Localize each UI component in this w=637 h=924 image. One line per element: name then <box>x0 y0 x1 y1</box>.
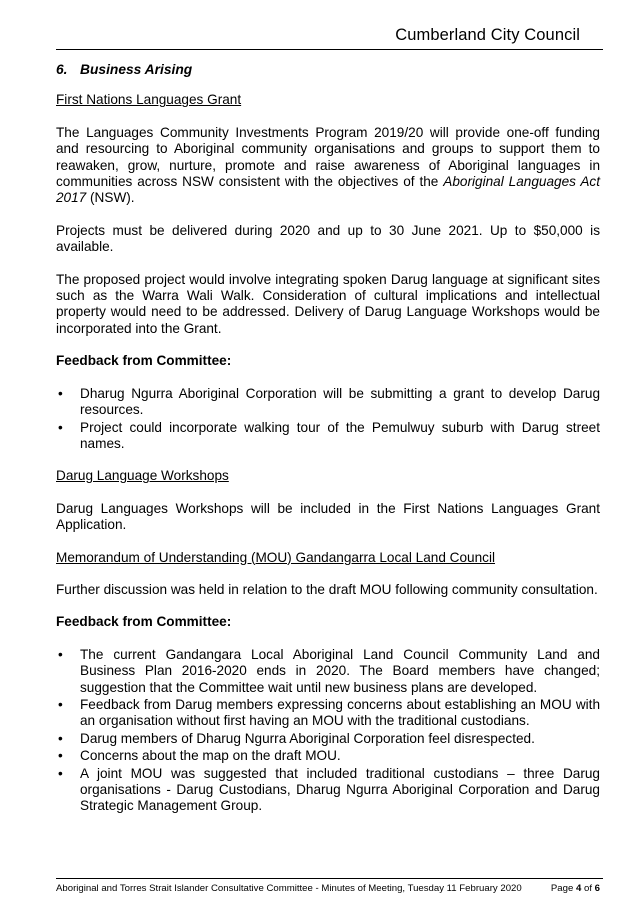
mou-feedback-list <box>56 647 600 815</box>
bullet-icon: • <box>58 765 63 781</box>
list-item-text: Project could incorporate walking tour of the Pemulwuy suburb with Darug street names. <box>80 419 600 451</box>
mou-paragraph: Further discussion was held in relation to the draft MOU following community consultation. <box>56 581 598 597</box>
list-item-text: Concerns about the map on the draft MOU. <box>80 748 341 764</box>
section-number: 6. <box>56 62 68 77</box>
workshops-paragraph: Darug Languages Workshops will be included in the First Nations Languages Grant Application. <box>56 500 600 533</box>
section-title: Business Arising <box>80 62 193 77</box>
act-title: Aboriginal Languages Act 2017 <box>56 174 600 206</box>
list-item-text: A joint MOU was suggested that included traditional custodians – three Darug organisations - Darug Custodians, Dharug Ngurra Aboriginal Corporation and Darug Strategic Management Group. <box>80 765 600 814</box>
bullet-icon: • <box>58 748 63 764</box>
list-item-text: Feedback from Darug members expressing concerns about establishing an MOU with an organisation without first having an MOU with the traditional custodians. <box>80 696 600 729</box>
list-item-text: The current Gandangara Local Aboriginal Land Council Community Land and Business Plan 2016-2020 ends in 2020. The Board members have changed; suggestion that the Committee wait until new business plans are developed. <box>80 646 600 695</box>
list-item <box>56 386 600 419</box>
list-item-text: Darug members of Dharug Ngurra Aboriginal Corporation feel disrespected. <box>80 730 535 746</box>
list-item <box>56 748 600 764</box>
council-name: Cumberland City Council <box>395 26 580 44</box>
workshops-heading: Darug Language Workshops <box>56 468 229 484</box>
grant-heading: First Nations Languages Grant <box>56 92 242 108</box>
page-label: Page <box>550 883 576 894</box>
list-item <box>56 731 600 747</box>
mou-heading: Memorandum of Understanding (MOU) Gandangarra Local Land Council <box>56 549 496 565</box>
list-item <box>56 647 600 696</box>
grant-feedback-list <box>56 386 600 453</box>
page-of: of <box>581 883 595 894</box>
grant-paragraph-1-end: (NSW). <box>86 190 135 206</box>
page-content <box>56 62 600 831</box>
page-number <box>551 883 600 894</box>
page-total: 6 <box>594 883 600 894</box>
bullet-icon: • <box>58 385 63 401</box>
page-current: 4 <box>575 883 582 894</box>
header-divider <box>56 49 603 50</box>
list-item <box>56 766 600 815</box>
grant-feedback-heading: Feedback from Committee: <box>56 353 232 369</box>
footer-divider <box>56 878 603 879</box>
grant-paragraph-2: Projects must be delivered during 2020 and up to 30 June 2021. Up to $50,000 is available. <box>56 222 600 255</box>
mou-feedback-heading: Feedback from Committee: <box>56 614 232 630</box>
section-heading <box>56 62 600 78</box>
bullet-icon: • <box>58 646 63 662</box>
list-item <box>56 697 600 730</box>
footer-meeting-title: Aboriginal and Torres Strait Islander Consultative Committee - Minutes of Meeting, Tuesday 11 February 2020 <box>56 883 522 894</box>
list-item <box>56 420 600 453</box>
bullet-icon: • <box>58 419 63 435</box>
list-item-text: Dharug Ngurra Aboriginal Corporation will be submitting a grant to develop Darug resources. <box>80 385 600 418</box>
grant-paragraph-1 <box>56 125 600 207</box>
grant-paragraph-1-text: The Languages Community Investments Program 2019/20 will provide one-off funding and resourcing to Aboriginal community organisations and groups to support them to reawaken, grow, nurture, promote and raise awareness of Aboriginal languages in communities across NSW consistent with the objectives of the <box>56 124 600 190</box>
bullet-icon: • <box>58 730 63 746</box>
grant-paragraph-3: The proposed project would involve integrating spoken Darug language at significant sites such as the Warra Wali Walk. Consideration of cultural implications and intellectual property would need to be addressed. Delivery of Darug Language Workshops would be incorporated into the Grant. <box>56 271 600 336</box>
bullet-icon: • <box>58 696 63 712</box>
